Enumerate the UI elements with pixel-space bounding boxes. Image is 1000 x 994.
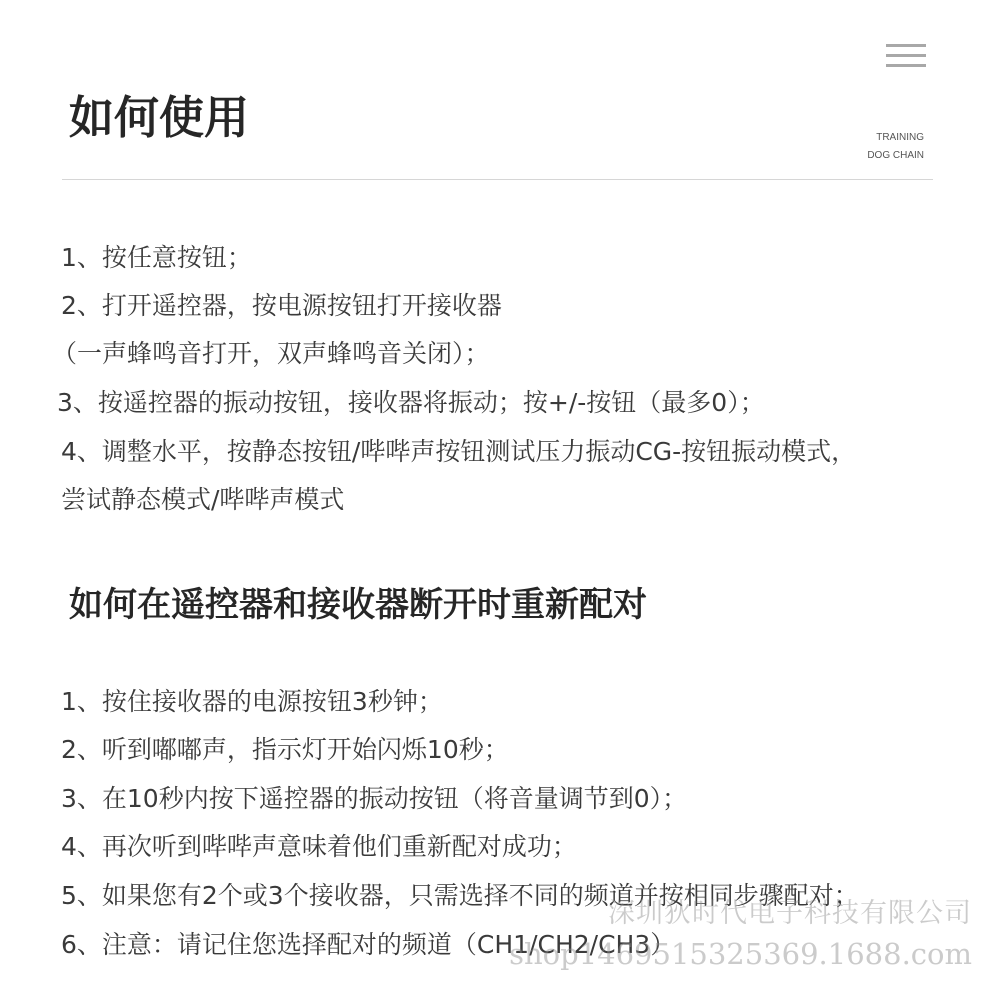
menu-icon-bar	[886, 54, 926, 57]
divider	[62, 179, 933, 180]
section-tag	[867, 129, 924, 165]
pairing-step: 2、听到嘟嘟声，指示灯开始闪烁10秒；	[61, 735, 509, 764]
usage-step: 2、打开遥控器，按电源按钮打开接收器	[61, 291, 502, 320]
usage-step: （一声蜂鸣音打开，双声蜂鸣音关闭）；	[52, 339, 490, 368]
usage-step: 1、按任意按钮；	[61, 243, 252, 272]
usage-step: 尝试静态模式/哔哔声模式	[61, 485, 345, 514]
pairing-step: 1、按住接收器的电源按钮3秒钟；	[61, 687, 443, 716]
menu-icon-bar	[886, 44, 926, 47]
menu-icon[interactable]	[886, 44, 926, 68]
usage-step: 4、调整水平，按静态按钮/哔哔声按钮测试压力振动CG-按钮振动模式，	[61, 437, 857, 466]
tag-line-training: TRAINING	[876, 132, 924, 143]
pairing-step: 4、再次听到哔哔声意味着他们重新配对成功；	[61, 832, 577, 861]
menu-icon-bar	[886, 64, 926, 67]
pairing-step: 3、在10秒内按下遥控器的振动按钮（将音量调节到0）；	[61, 784, 688, 813]
pairing-step: 6、注意：请记住您选择配对的频道（CH1/CH2/CH3）	[61, 930, 676, 959]
pairing-step: 5、如果您有2个或3个接收器，只需选择不同的频道并按相同步骤配对；	[61, 881, 859, 910]
pairing-title: 如何在遥控器和接收器断开时重新配对	[69, 585, 647, 625]
watermark-shop-url: shop1469515325369.1688.com	[509, 937, 972, 971]
watermark-company: 深圳狄时代电子科技有限公司	[608, 898, 972, 929]
page-title: 如何使用	[69, 91, 250, 144]
tag-line-dog-chain: DOG CHAIN	[867, 150, 924, 161]
usage-step: 3、按遥控器的振动按钮，接收器将振动；按+/-按钮（最多0）；	[57, 388, 765, 417]
